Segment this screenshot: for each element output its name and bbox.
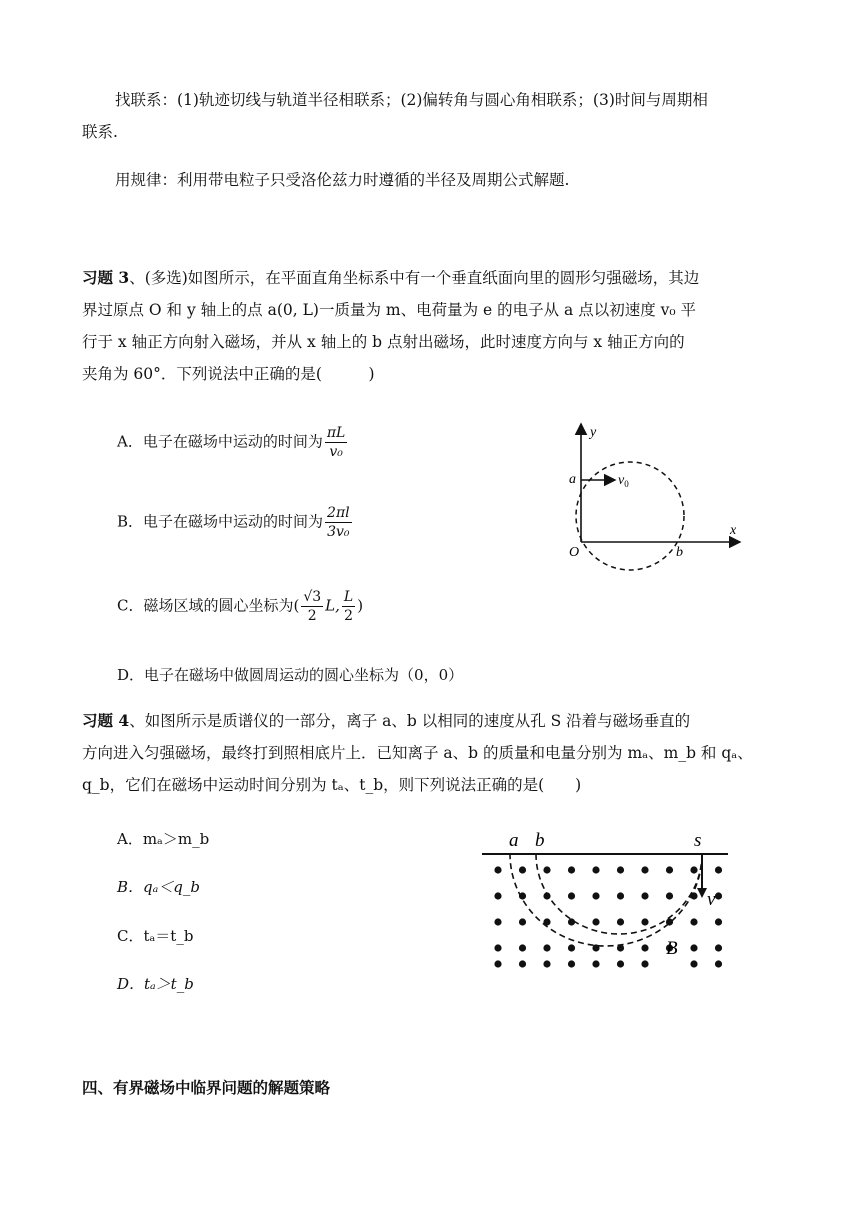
field-dot <box>641 918 648 925</box>
label-b: b <box>676 545 683 560</box>
field-dot <box>641 866 648 873</box>
label-a: a <box>509 830 519 851</box>
field-dot <box>543 960 550 967</box>
field-dot <box>568 892 575 899</box>
link-line-1: 找联系：(1)轨迹切线与轨道半径相联系；(2)偏转角与圆心角相联系；(3)时间与周期相 <box>115 91 708 109</box>
label-v: v <box>707 889 716 910</box>
q3-line-1-text: 、(多选)如图所示，在平面直角坐标系中有一个垂直纸面向里的圆形匀强磁场，其边 <box>129 269 700 287</box>
field-dot <box>543 866 550 873</box>
fraction: $\frac{2\pi l}{\text{3v₀}}$ <box>327 505 350 540</box>
field-dot <box>568 866 575 873</box>
field-dot <box>494 866 501 873</box>
label-b: b <box>535 830 545 851</box>
field-dot <box>641 960 648 967</box>
field-dot <box>494 960 501 967</box>
field-dot <box>592 866 599 873</box>
q4-label: 习题 4 <box>82 711 130 730</box>
field-dot <box>592 892 599 899</box>
field-dot <box>641 944 648 951</box>
label-x: x <box>730 523 737 538</box>
field-dot <box>641 892 648 899</box>
field-dot <box>543 944 550 951</box>
field-dot <box>494 918 501 925</box>
fraction: $\frac{√3}{2}$ <box>303 589 322 624</box>
trajectory-a <box>510 854 702 946</box>
field-dot <box>617 960 624 967</box>
field-dot <box>519 960 526 967</box>
field-dot <box>494 944 501 951</box>
q4-option-b[interactable]: B．qₐ＜q_b <box>117 878 200 896</box>
field-dot <box>592 918 599 925</box>
field-dot <box>715 944 722 951</box>
q3-option-b[interactable]: B．电子在磁场中运动的时间为 $\frac{2\pi l}{\text{3v₀}}$ <box>117 505 350 540</box>
field-dot <box>494 892 501 899</box>
q3-label: 习题 3 <box>82 268 130 287</box>
field-dot <box>568 944 575 951</box>
field-dots <box>494 866 722 967</box>
q3-option-a[interactable]: A．电子在磁场中运动的时间为 $\frac{\pi L}{\text{v₀}}$ <box>117 425 346 460</box>
q3-line-2: 界过原点 O 和 y 轴上的点 a(0, L)一质量为 m、电荷量为 e 的电子从 a 点以初速度 v₀ 平 <box>82 301 697 319</box>
q3-line-1 <box>82 262 782 294</box>
field-dot <box>715 918 722 925</box>
rule-line: 用规律：利用带电粒子只受洛伦兹力时遵循的半径及周期公式解题. <box>115 171 570 189</box>
q4-line-3: q_b，它们在磁场中运动时间分别为 tₐ、t_b，则下列说法正确的是( ) <box>82 776 582 794</box>
q4-line-2: 方向进入匀强磁场，最终打到照相底片上．已知离子 a、b 的质量和电量分别为 mₐ、m_b 和 qₐ、 <box>82 744 753 762</box>
label-y: y <box>590 425 597 440</box>
field-dot <box>666 892 673 899</box>
label-s: s <box>694 830 702 851</box>
fraction: $\frac{\pi L}{\text{v₀}}$ <box>326 425 346 460</box>
field-dot <box>519 918 526 925</box>
field-dot <box>715 866 722 873</box>
section-4-title: 四、有界磁场中临界问题的解题策略 <box>82 1078 331 1097</box>
label-a: a <box>569 472 576 487</box>
q4-option-a[interactable]: A．mₐ＞m_b <box>117 830 210 848</box>
field-dot <box>617 866 624 873</box>
field-dot <box>690 960 697 967</box>
field-dot <box>568 960 575 967</box>
q3-option-d[interactable]: D．电子在磁场中做圆周运动的圆心坐标为（0，0） <box>117 666 464 684</box>
fraction: $\frac{L}{2}$ <box>343 589 354 624</box>
label-v0: $v_0$ <box>618 473 629 489</box>
q4-line-1-text: 、如图所示是质谱仪的一部分，离子 a、b 以相同的速度从孔 S 沿着与磁场垂直的 <box>129 712 691 730</box>
q4-option-c[interactable]: C．tₐ＝t_b <box>117 927 194 945</box>
q3-line-3: 行于 x 轴正方向射入磁场，并从 x 轴上的 b 点射出磁场，此时速度方向与 x 轴正方向的 <box>82 333 685 351</box>
q3-figure <box>560 420 750 575</box>
magnetic-field-circle <box>576 462 684 570</box>
field-dot <box>617 892 624 899</box>
q4-option-d[interactable]: D．tₐ＞t_b <box>117 975 194 993</box>
field-dot <box>690 944 697 951</box>
field-dot <box>715 960 722 967</box>
field-dot <box>690 918 697 925</box>
field-dot <box>519 944 526 951</box>
q4-line-1 <box>82 705 782 737</box>
field-dot <box>592 960 599 967</box>
label-field-b: B <box>666 938 678 959</box>
field-dot <box>666 866 673 873</box>
field-dot <box>690 866 697 873</box>
label-o: O <box>569 545 580 560</box>
q3-option-c[interactable]: C．磁场区域的圆心坐标为( $\frac{√3}{2}$ L, $\frac{L}{2}$ ) <box>117 589 364 624</box>
q4-figure <box>478 826 738 971</box>
field-dot <box>519 866 526 873</box>
link-line-2: 联系. <box>82 123 118 141</box>
q3-line-4: 夹角为 60°．下列说法中正确的是( ) <box>82 365 375 383</box>
field-dot <box>715 892 722 899</box>
field-dot <box>617 918 624 925</box>
